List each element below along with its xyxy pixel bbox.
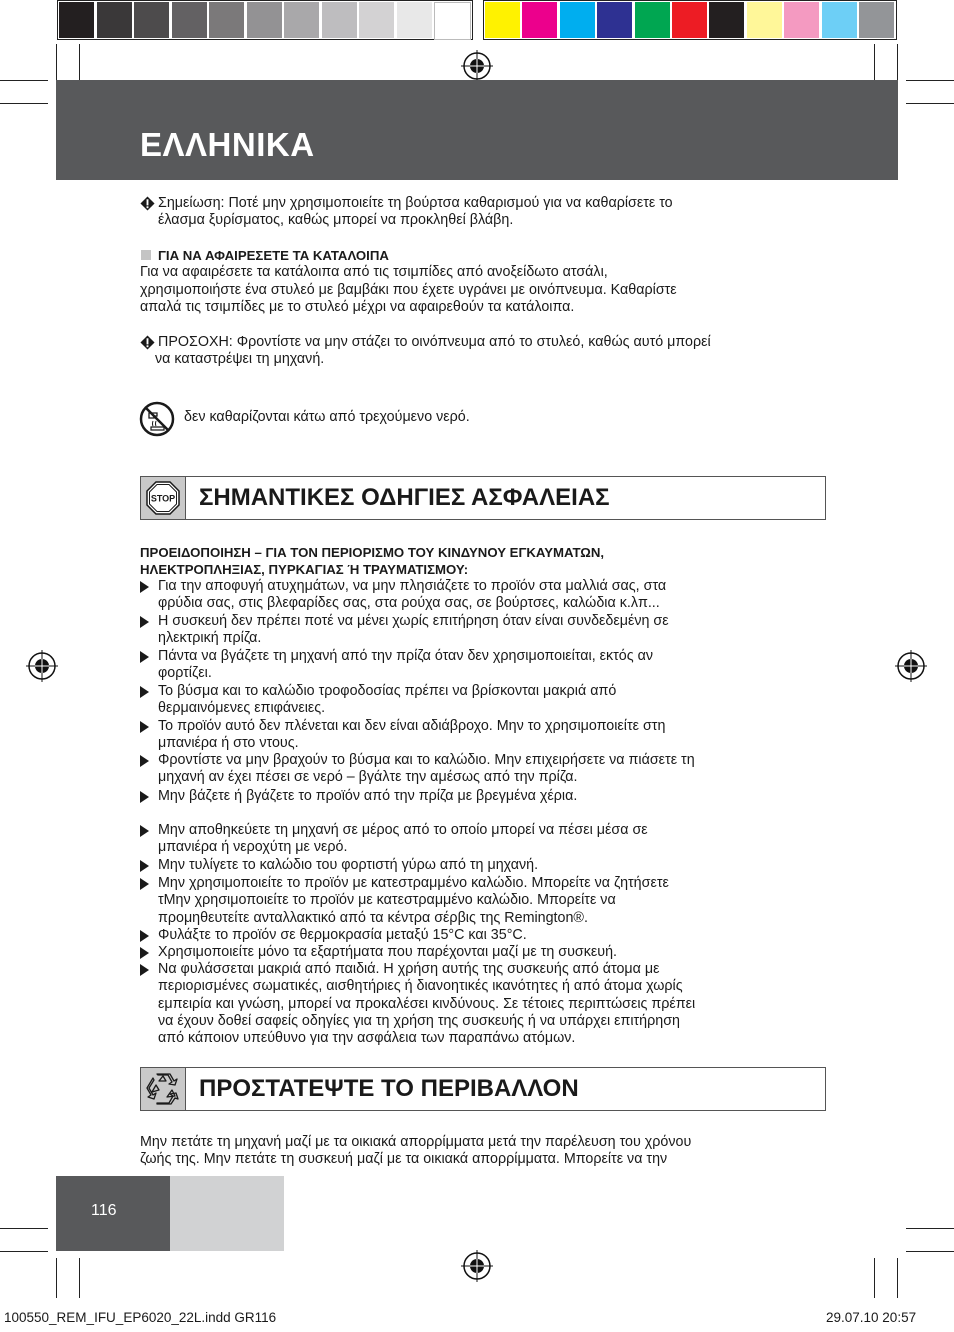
- bullet-arrow-icon: [140, 930, 149, 942]
- stop-icon: [145, 480, 181, 516]
- safety-item-line: Φροντίστε να μην βραχούν το βύσμα και το καλώδιο. Μην επιχειρήσετε να πιάσετε τη: [158, 752, 695, 768]
- gray-swatch: [59, 2, 94, 38]
- registration-target-icon: [461, 50, 493, 82]
- color-swatch: [709, 2, 744, 38]
- bullet-arrow-icon: [140, 581, 149, 593]
- bullet-arrow-icon: [140, 791, 149, 803]
- registration-target-icon: [26, 650, 58, 682]
- safety-item-line: μηχανή αν έχει πέσει σε νερό – βγάλτε την αμέσως από την πρίζα.: [158, 769, 578, 786]
- safety-section-title: ΣΗΜΑΝΤΙΚΕΣ ΟΔΗΓΙΕΣ ΑΣΦΑΛΕΙΑΣ: [199, 484, 610, 511]
- color-swatch: [522, 2, 557, 38]
- crop-mark: [874, 44, 875, 82]
- safety-item-line: Πάντα να βγάζετε τη μηχανή από την πρίζα όταν δεν χρησιμοποιείται, εκτός αν: [158, 648, 654, 664]
- safety-warning-heading: ΠΡΟΕΙΔΟΠΟΙΗΣΗ – ΓΙΑ ΤΟΝ ΠΕΡΙΟΡΙΣΜΟ ΤΟΥ ΚΙΝΔΥΝΟΥ ΕΓΚΑΥΜΑΤΩΝ,: [140, 545, 605, 560]
- safety-item-line: περιορισμένες σωματικές, αισθητήριες ή διανοητικές ικανότητες ή από άτομα χωρίς: [158, 978, 683, 995]
- safety-section-header: [140, 476, 826, 520]
- safety-item-line: Το προϊόν αυτό δεν πλένεται και δεν είναι αδιάβροχο. Μην το χρησιμοποιείτε στη: [158, 718, 666, 734]
- bullet-arrow-icon: [140, 947, 149, 959]
- bullet-arrow-icon: [140, 721, 149, 733]
- gray-swatch: [434, 2, 471, 40]
- note-line: έλασμα ξυρίσματος, καθώς μπορεί να προκληθεί βλάβη.: [158, 212, 514, 228]
- color-swatch: [597, 2, 632, 38]
- no-running-water-icon: [139, 401, 175, 437]
- caution-warning-icon: [140, 335, 155, 350]
- bullet-arrow-icon: [140, 825, 149, 837]
- crop-mark: [897, 44, 898, 82]
- crop-mark: [56, 1258, 57, 1298]
- residue-line: χρησιμοποιήστε ένα στυλεό με βαμβάκι που έχετε υγράνει με οινόπνευμα. Καθαρίστε: [140, 282, 677, 298]
- safety-item-line: Φυλάξτε το προϊόν σε θερμοκρασία μεταξύ 15°C και 35°C.: [158, 927, 527, 943]
- color-swatch: [672, 2, 707, 38]
- crop-mark: [79, 1258, 80, 1298]
- crop-mark: [56, 44, 57, 82]
- note-line: Σημείωση: Ποτέ μην χρησιμοποιείτε τη βούρτσα καθαρισμού για να καθαρίσετε το: [158, 195, 673, 211]
- crop-mark: [906, 103, 954, 104]
- recycle-icon: [144, 1071, 182, 1107]
- safety-item-line: φρύδια σας, στις βλεφαρίδες σας, στα ρούχα σας, σε βούρτσες, καλώδια κ.λπ...: [158, 595, 660, 612]
- crop-mark: [0, 80, 48, 81]
- safety-icon-box: [141, 477, 186, 519]
- safety-item-line: φορτίζει.: [158, 665, 212, 682]
- safety-item-line: εμπειρία και γνώση, μπορεί να προκαλέσει κινδύνους. Σε τέτοιες περιπτώσεις πρέπει: [158, 995, 696, 1012]
- gray-swatch: [322, 2, 357, 38]
- crop-mark: [897, 1258, 898, 1298]
- bullet-arrow-icon: [140, 964, 149, 976]
- color-swatch: [635, 2, 670, 38]
- residue-line: Για να αφαιρέσετε τα κατάλοιπα από τις τσιμπίδες από ανοξείδωτο ατσάλι,: [140, 264, 608, 280]
- registration-target-icon: [461, 1250, 493, 1282]
- safety-item-line: Η συσκευή δεν πρέπει ποτέ να μένει χωρίς επιτήρηση όταν είναι συνδεδεμένη σε: [158, 613, 669, 629]
- crop-mark: [906, 1228, 954, 1229]
- crop-mark: [0, 1228, 48, 1229]
- crop-mark: [0, 103, 48, 104]
- caution-line: ΠΡΟΣΟΧΗ: Φροντίστε να μην στάζει το οινόπνευμα από το στυλεό, καθώς αυτό μπορεί: [158, 334, 711, 350]
- crop-mark: [906, 80, 954, 81]
- safety-item-line: Μην χρησιμοποιείτε το προϊόν με κατεστραμμένο καλώδιο. Μπορείτε να ζητήσετε: [158, 875, 669, 891]
- page-number: 116: [91, 1202, 117, 1219]
- safety-item-line: μπανιέρα ή στο ντους.: [158, 735, 299, 752]
- stop-icon-label: STOP: [150, 493, 176, 504]
- page-title: ΕΛΛΗΝΙΚΑ: [140, 126, 315, 163]
- safety-item-line: μπανιέρα ή νεροχύτη με νερό.: [158, 839, 348, 856]
- crop-mark: [874, 1258, 875, 1298]
- footer-tab-light: [170, 1176, 284, 1251]
- gray-swatch: [359, 2, 394, 38]
- no-running-water-text: δεν καθαρίζονται κάτω από τρεχούμενο νερό.: [184, 409, 470, 425]
- safety-item-line: Μην αποθηκεύετε τη μηχανή σε μέρος από το οποίο μπορεί να πέσει μέσα σε: [158, 822, 648, 838]
- bullet-arrow-icon: [140, 878, 149, 890]
- bullet-arrow-icon: [140, 616, 149, 628]
- slug-date-time: 29.07.10 20:57: [826, 1310, 917, 1325]
- safety-item-line: από κάποιον υπεύθυνο για την ασφάλεια των παραπάνω ατόμων.: [158, 1030, 576, 1047]
- safety-item-line: Μην τυλίγετε το καλώδιο του φορτιστή γύρω από τη μηχανή.: [158, 857, 539, 873]
- environment-section-header: [140, 1067, 826, 1111]
- gray-swatch: [247, 2, 282, 38]
- environment-section-title: ΠΡΟΣΤΑΤΕΨΤΕ ΤΟ ΠΕΡΙΒΑΛΛΟΝ: [199, 1075, 579, 1102]
- residue-line: απαλά τις τσιμπίδες με το στυλεό μέχρι να αφαιρεθούν τα κατάλοιπα.: [140, 299, 575, 315]
- bullet-arrow-icon: [140, 651, 149, 663]
- slug-file-info: 100550_REM_IFU_EP6020_22L.indd GR116: [4, 1310, 277, 1325]
- gray-swatch: [209, 2, 244, 38]
- safety-item-line: Για την αποφυγή ατυχημάτων, να μην πλησιάζετε το προϊόν στα μαλλιά σας, στα: [158, 578, 667, 594]
- caution-line: να καταστρέψει τη μηχανή.: [155, 351, 325, 367]
- bullet-arrow-icon: [140, 860, 149, 872]
- safety-item-line: προμηθευτείτε ανταλλακτικό από τα κέντρα σέρβις της Remington®.: [158, 909, 588, 926]
- bullet-arrow-icon: [140, 755, 149, 767]
- safety-item-line: Χρησιμοποιείτε μόνο τα εξαρτήματα που παρέχονται μαζί με τη συσκευή.: [158, 944, 618, 960]
- environment-line: Μην πετάτε τη μηχανή μαζί με τα οικιακά απορρίμματα μετά την παρέλευση του χρόνου: [140, 1134, 692, 1150]
- residue-heading: ΓΙΑ ΝΑ ΑΦΑΙΡΕΣΕΤΕ ΤΑ ΚΑΤΑΛΟΙΠΑ: [158, 248, 389, 263]
- environment-line: ζωής της. Μην πετάτε τη συσκευή μαζί με τα οικιακά απορρίμματα. Μπορείτε να την: [140, 1151, 668, 1167]
- crop-mark: [0, 1251, 48, 1252]
- color-swatch: [747, 2, 782, 38]
- safety-warning-heading: ΗΛΕΚΤΡΟΠΛΗΞΙΑΣ, ΠΥΡΚΑΓΙΑΣ Ή ΤΡΑΥΜΑΤΙΣΜΟΥ:: [140, 562, 469, 577]
- gray-swatch: [397, 2, 432, 38]
- bullet-arrow-icon: [140, 686, 149, 698]
- note-warning-icon: [140, 196, 155, 211]
- registration-target-icon: [895, 650, 927, 682]
- environment-icon-box: [141, 1068, 186, 1110]
- gray-swatch: [172, 2, 207, 38]
- safety-item-line: Να φυλάσσεται μακριά από παιδιά. Η χρήση αυτής της συσκευής από άτομα με: [158, 961, 660, 977]
- gray-swatch: [284, 2, 319, 38]
- safety-item-line: να έχουν δοθεί σαφείς οδηγίες για τη χρήση της συσκευής ή να υπάρχει επιτήρηση: [158, 1012, 680, 1029]
- section-square-bullet: [141, 250, 151, 260]
- safety-item-line: ηλεκτρική πρίζα.: [158, 630, 262, 647]
- crop-mark: [79, 44, 80, 82]
- safety-item-line: Το βύσμα και το καλώδιο τροφοδοσίας πρέπει να βρίσκονται μακριά από: [158, 683, 617, 699]
- safety-item-line: θερμαινόμενες επιφάνειες.: [158, 700, 326, 717]
- color-swatch: [859, 2, 894, 38]
- safety-item-line: Μην βάζετε ή βγάζετε το προϊόν από την πρίζα με βρεγμένα χέρια.: [158, 788, 578, 804]
- color-swatch: [784, 2, 819, 38]
- gray-swatch: [134, 2, 169, 38]
- color-swatch: [485, 2, 520, 38]
- color-swatch: [560, 2, 595, 38]
- safety-item-line: τΜην χρησιμοποιείτε το προϊόν με κατεστραμμένο καλώδιο. Μπορείτε να: [158, 892, 616, 909]
- crop-mark: [906, 1251, 954, 1252]
- color-swatch: [822, 2, 857, 38]
- gray-swatch: [97, 2, 132, 38]
